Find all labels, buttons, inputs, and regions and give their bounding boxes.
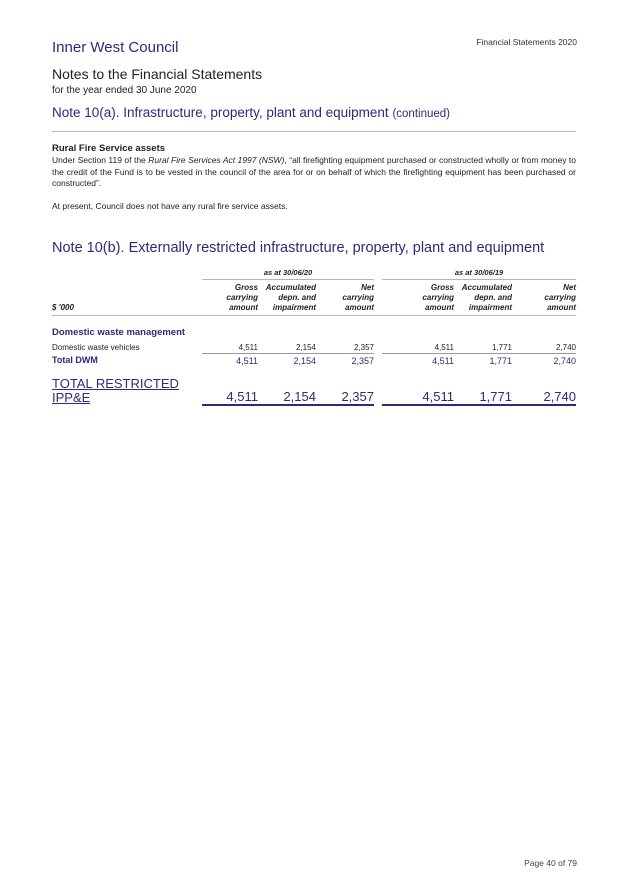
cell: 1,771 — [454, 367, 512, 405]
cell: 4,511 — [432, 355, 454, 366]
note-10a-title: Note 10(a). Infrastructure, property, plant and equipment — [52, 105, 389, 120]
total-row — [52, 354, 576, 368]
rfs-act-name: Rural Fire Services Act 1997 (NSW) — [148, 155, 285, 165]
unit-label: $ '000 — [52, 280, 202, 316]
column-header-row — [52, 280, 576, 316]
cell: 2,740 — [512, 341, 576, 354]
period-2019: as at 30/06/19 — [382, 266, 576, 280]
notes-title: Notes to the Financial Statements — [52, 66, 263, 82]
continued-label: (continued) — [392, 108, 450, 120]
rfs-paragraph — [52, 155, 576, 190]
col-gross-2019: Gross carrying amount — [382, 280, 454, 316]
rfs-heading: Rural Fire Service assets — [52, 143, 166, 154]
row-label: Domestic waste vehicles — [52, 342, 140, 352]
table-row — [52, 341, 576, 354]
grand-total-row — [52, 367, 576, 405]
total-label: Total DWM — [52, 355, 98, 366]
cell: 4,511 — [236, 355, 258, 366]
cell: 1,771 — [454, 341, 512, 354]
section-dwm: Domestic waste management — [52, 327, 186, 338]
col-net-2020: Net carrying amount — [316, 280, 374, 316]
cell: 1,771 — [489, 355, 512, 366]
divider — [52, 131, 576, 132]
council-name: Inner West Council — [52, 39, 179, 56]
col-accum-2019: Accumulated depn. and impairment — [454, 280, 512, 316]
cell: 2,154 — [258, 341, 316, 354]
rfs-text-pre: Under Section 119 of the — [52, 155, 149, 165]
cell: 2,740 — [512, 367, 576, 405]
cell: 4,511 — [202, 367, 258, 405]
period-header-row — [52, 266, 576, 280]
period-2020: as at 30/06/20 — [202, 266, 374, 280]
grand-total-label: TOTAL RESTRICTED IPP&E — [52, 376, 179, 405]
cell: 4,511 — [202, 341, 258, 354]
cell: 2,154 — [293, 355, 316, 366]
cell: 2,740 — [553, 355, 576, 366]
cell: 4,511 — [382, 367, 454, 405]
col-gross-2020: Gross carrying amount — [202, 280, 258, 316]
col-accum-2020: Accumulated depn. and impairment — [258, 280, 316, 316]
page-number: Page 40 of 79 — [524, 858, 577, 868]
reporting-period: for the year ended 30 June 2020 — [52, 85, 197, 96]
cell: 2,154 — [258, 367, 316, 405]
note-10a-heading — [52, 105, 450, 120]
restricted-ippe-table — [52, 266, 576, 406]
section-row — [52, 316, 576, 342]
rfs-present-statement: At present, Council does not have any rural fire service assets. — [52, 201, 288, 211]
cell: 2,357 — [316, 367, 374, 405]
cell: 4,511 — [382, 341, 454, 354]
rfs-text-post: , “all firefighting equipment purchased or constructed wholly or from money to the credit of the Fund is to be vested in the council of the area for or on behalf of which the firefighting equipment has been purchased or constructed”. — [52, 155, 576, 189]
document-label: Financial Statements 2020 — [476, 37, 577, 47]
cell: 2,357 — [351, 355, 374, 366]
note-10b-heading: Note 10(b). Externally restricted infrastructure, property, plant and equipment — [52, 240, 545, 256]
cell: 2,357 — [316, 341, 374, 354]
col-net-2019: Net carrying amount — [512, 280, 576, 316]
